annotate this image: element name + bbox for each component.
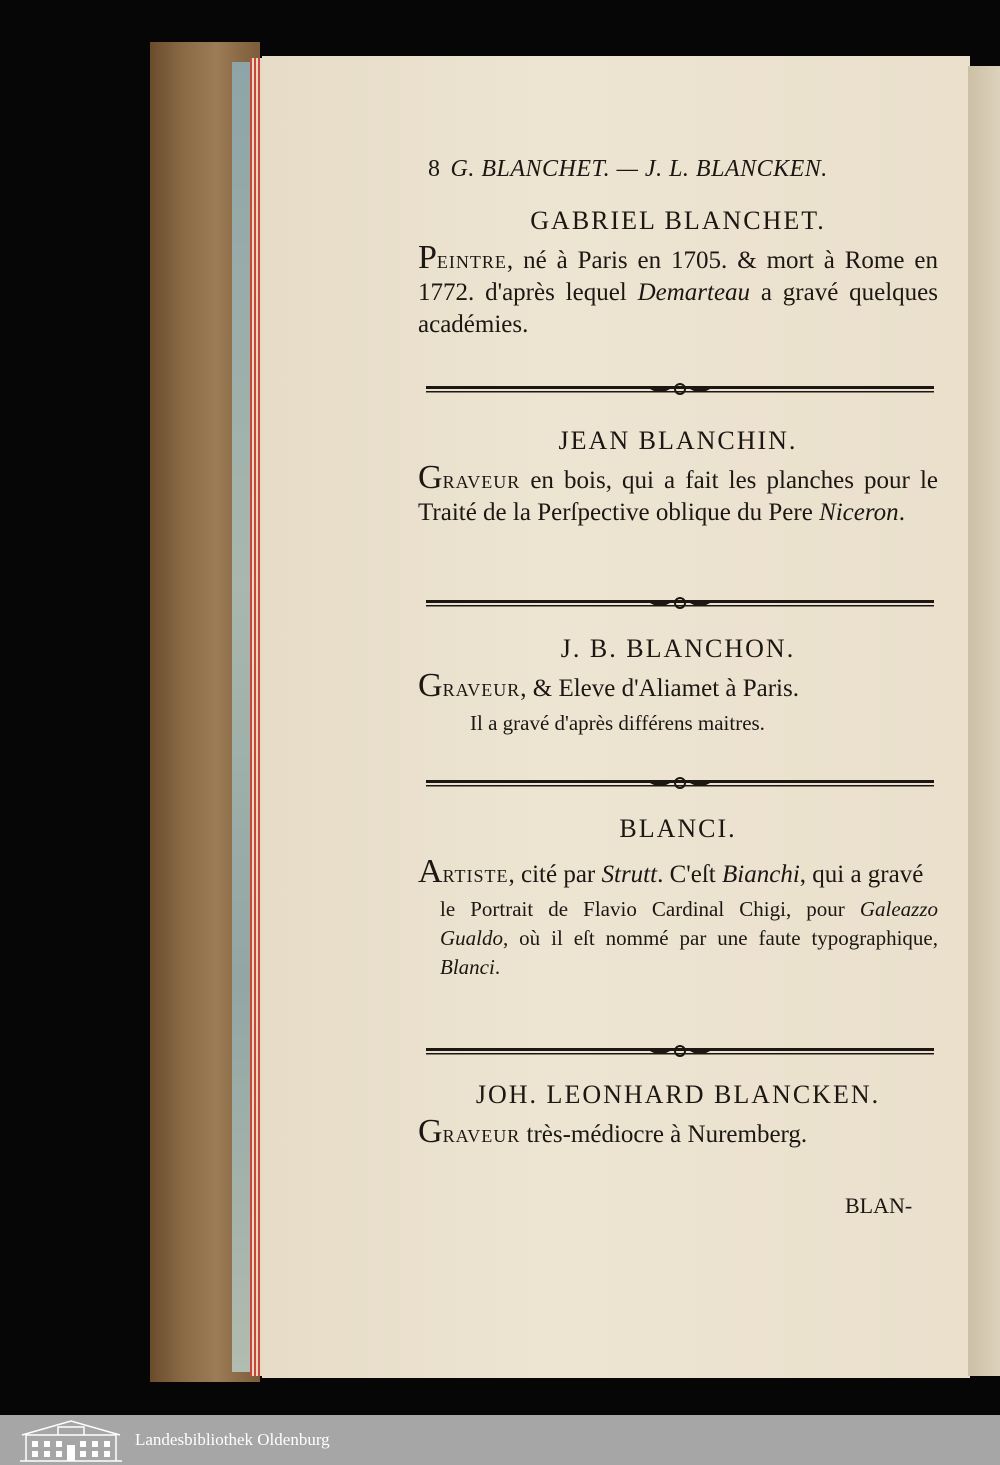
entry-description: Graveur très-médiocre à Nuremberg.	[418, 1113, 808, 1150]
library-building-icon	[18, 1417, 124, 1463]
library-name: Landesbibliothek Oldenburg	[135, 1430, 330, 1449]
entry-joh-leonhard-blancken	[418, 1080, 938, 1151]
entry-description: Graveur, & Eleve d'Aliamet à Paris.	[418, 667, 799, 704]
entry-note: le Portrait de Flavio Cardinal Chigi, pour Galeazzo Gualdo, où il eſt nommé par une faute typographique, Blanci.	[440, 897, 938, 979]
ornamental-divider	[426, 776, 934, 790]
entry-description: Graveur en bois, qui a fait les planches pour le Traité de la Perſpective oblique du Pere Niceron.	[418, 459, 938, 526]
entry-jb-blanchon	[418, 634, 938, 738]
entry-gabriel-blanchet	[418, 206, 938, 341]
ornamental-divider	[426, 1044, 934, 1058]
entry-title: J. B. BLANCHON.	[560, 634, 796, 663]
entry-title: JOH. LEONHARD BLANCKEN.	[475, 1080, 881, 1109]
entry-title: BLANCI.	[619, 814, 737, 843]
entry-description: Peintre, né à Paris en 1705. & mort à Rome en 1772. d'après lequel Demarteau a gravé quelques académies.	[418, 239, 938, 338]
marbled-endpaper	[232, 62, 252, 1372]
running-header	[428, 156, 938, 183]
page-number: 8	[428, 156, 441, 182]
entry-blanci	[418, 814, 938, 982]
running-title: G. BLANCHET. — J. L. BLANCKEN.	[450, 156, 828, 182]
facing-page-edge	[968, 66, 1000, 1376]
entry-description: Artiste, cité par Strutt. C'eſt Bianchi, qui a gravé	[418, 853, 924, 890]
library-footer-bar	[0, 1415, 1000, 1465]
entry-jean-blanchin	[418, 426, 938, 529]
entry-note: Il a gravé d'après différens maitres.	[470, 711, 765, 735]
catchword: BLAN-	[845, 1193, 913, 1218]
entry-title: GABRIEL BLANCHET.	[530, 206, 826, 235]
entry-title: JEAN BLANCHIN.	[558, 426, 798, 455]
ornamental-divider	[426, 596, 934, 610]
ornamental-divider	[426, 382, 934, 396]
